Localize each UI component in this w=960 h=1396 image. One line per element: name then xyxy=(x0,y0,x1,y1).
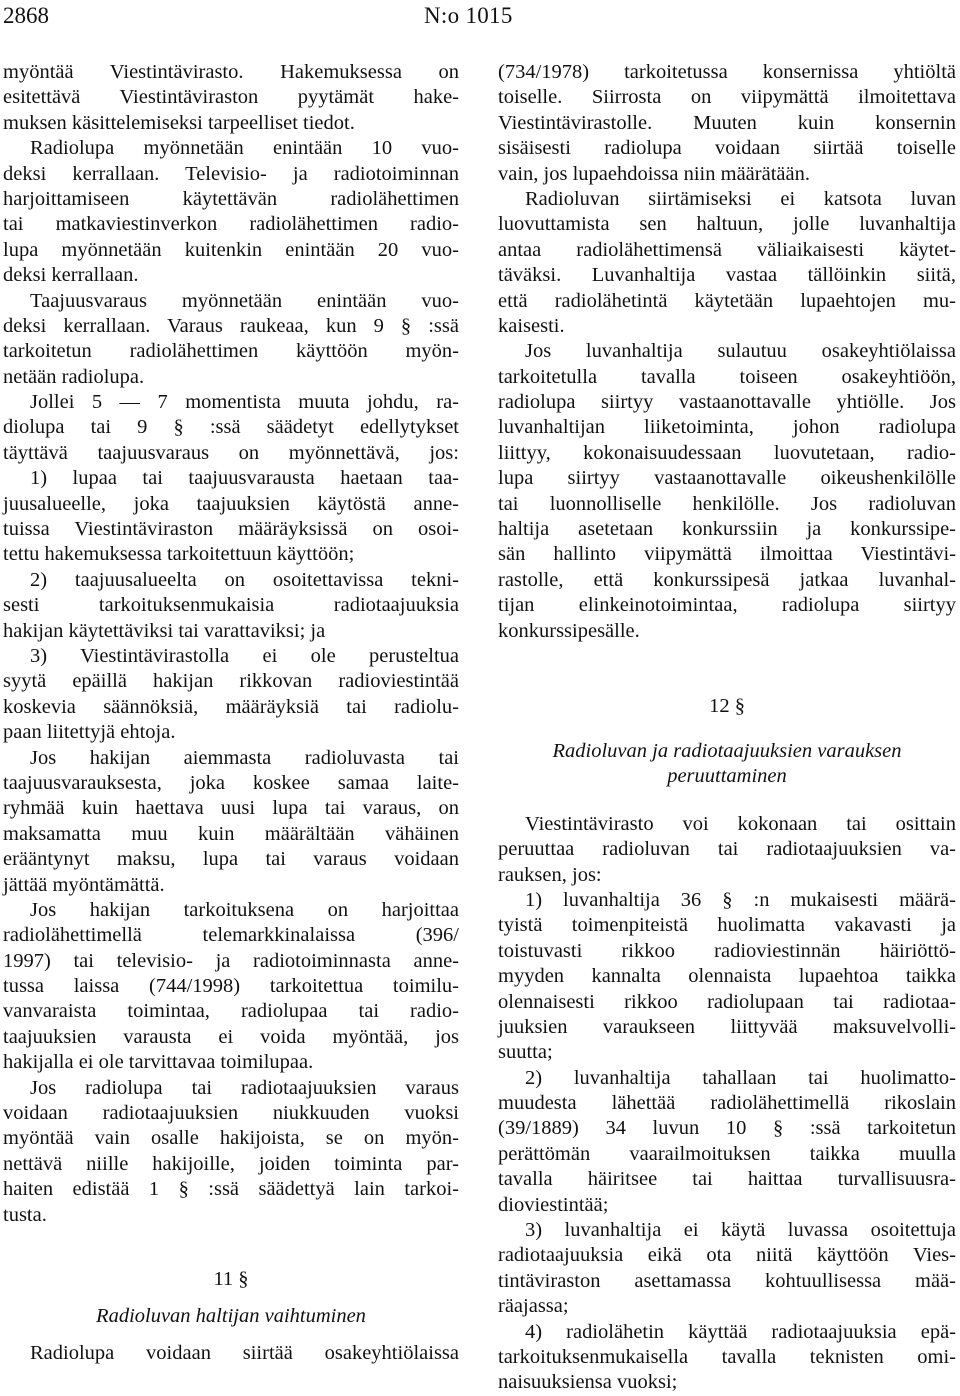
text-line: jättää myöntämättä. xyxy=(3,873,165,896)
left-column xyxy=(3,60,459,1367)
text-line: nettävä niille hakijoille, joiden toiminta par- xyxy=(3,1152,459,1175)
text-line: 1) lupaa tai taajuusvarausta haetaan taa- xyxy=(30,467,459,490)
text-line: Jos luvanhaltija sulautuu osakeyhtiölaissa xyxy=(525,340,956,363)
text-line: muudesta lähettää radiolähettimellä rikoslain xyxy=(498,1092,956,1115)
text-line: sän hallinto viipymättä ilmoittaa Viestintävi- xyxy=(498,543,956,566)
text-line: tarkoituksenmukaisella tavalla teknisten omi- xyxy=(498,1346,956,1368)
text-line: tarkoitetulla tavalla toiseen osakeyhtiöön, xyxy=(498,365,956,388)
text-line: täyttävä taajuusvaraus on myönnettävä, jos: xyxy=(3,441,459,464)
text-line: lupa siirtyy vastaanottavalle oikeushenkilölle xyxy=(498,467,956,490)
text-line: 3) luvanhaltija ei käytä luvassa osoitettuja xyxy=(525,1219,956,1242)
text-line: deksi kerrallaan. xyxy=(3,264,139,287)
text-line: suutta; xyxy=(498,1041,553,1064)
text-line: Radiolupa voidaan siirtää osakeyhtiölaissa xyxy=(30,1342,459,1365)
text-line: naisuuksiensa vuoksi; xyxy=(498,1371,678,1394)
text-line: myöntää Viestintävirasto. Hakemuksessa on xyxy=(3,61,459,83)
text-line: 2) luvanhaltija tahallaan tai huolimatto- xyxy=(525,1066,956,1089)
text-line: radiotaajuuksia eikä ota niitä käyttöön Vies- xyxy=(498,1244,956,1267)
text-line: vain, jos lupaehdoissa niin määrätään. xyxy=(498,162,810,185)
section-gap xyxy=(498,719,956,739)
text-line: Radiolupa myönnetään enintään 10 vuo- xyxy=(30,137,459,160)
text-line: muksen käsittelemiseksi tarpeelliset tiedot. xyxy=(3,111,355,134)
text-line: luovuttamista sen haltuun, jolle luvanhaltija xyxy=(498,213,956,236)
text-line: toiselle. Siirrosta on viipymättä ilmoitettava xyxy=(498,86,956,109)
text-line: 1) luvanhaltija 36 § :n mukaisesti määrä- xyxy=(525,888,956,911)
text-line: maksamatta muu kuin määrältään vähäinen xyxy=(3,822,459,845)
text-line: olennaisesti rikkoo radiolupaan tai radiotaa- xyxy=(498,990,956,1013)
text-line: liittyy, kokonaisuudessaan luovutetaan, radio- xyxy=(498,441,956,464)
text-line: tussa laissa (744/1998) tarkoitettua toimilu- xyxy=(3,975,459,998)
section-12-number: 12 § xyxy=(709,694,745,717)
section-gap xyxy=(3,1329,459,1341)
text-line: (39/1889) 34 luvun 10 § :ssä tarkoitetun xyxy=(498,1117,956,1140)
text-line: toistuvasti rikkoo radioviestinnän häiriöttö- xyxy=(498,939,956,962)
page-number: 2868 xyxy=(3,3,49,28)
text-line: perättömän vaarailmoituksen taikka muulla xyxy=(498,1142,956,1165)
section-gap xyxy=(498,790,956,812)
text-line: hakijan käytettäviksi tai varattaviksi; ja xyxy=(3,619,326,642)
text-line: tettu hakemuksessa tarkoitettuun käyttöön; xyxy=(3,543,355,566)
section-gap xyxy=(3,1228,459,1267)
text-line: tavalla häiritsee tai haittaa turvallisuusra- xyxy=(498,1168,956,1191)
text-line: tijan elinkeinotoimintaa, radiolupa siirtyy xyxy=(498,594,956,617)
text-line: esitettävä Viestintäviraston pyytämät hake- xyxy=(3,86,459,109)
page-header xyxy=(0,0,960,40)
text-line: luvanhaltijan liiketoiminta, johon radiolupa xyxy=(498,416,956,439)
text-line: rastolle, että konkurssipesä jatkaa luvanhal- xyxy=(498,568,956,591)
text-line: 3) Viestintävirastolla ei ole perusteltua xyxy=(30,644,459,667)
text-line: tai matkaviestinverkon radiolähettimen radio- xyxy=(3,213,459,236)
text-line: radiolupa siirtyy vastaanottavalle yhtiölle. Jos xyxy=(498,391,956,414)
section-gap xyxy=(3,1292,459,1304)
text-line: peruuttaa radioluvan tai radiotaajuuksien va- xyxy=(498,838,956,861)
text-line: 2) taajuusalueelta on osoitettavissa tekni- xyxy=(30,568,459,591)
text-line: deksi kerrallaan. Varaus raukeaa, kun 9 § :ssä xyxy=(3,314,459,337)
text-line: tintäviraston asettamassa kohtuullisessa mää- xyxy=(498,1269,956,1292)
text-line: juuksien varaukseen liittyvää maksuvelvolli- xyxy=(498,1015,956,1038)
section-11-title: Radioluvan haltijan vaihtuminen xyxy=(96,1304,366,1327)
text-line: voidaan radiotaajuuksien niukkuuden vuoksi xyxy=(3,1102,459,1125)
text-line: haiten edistää 1 § :ssä säädettyä lain tarkoi- xyxy=(3,1178,459,1201)
text-line: radiolähettimellä telemarkkinalaissa (396/ xyxy=(3,924,459,947)
text-line: tyistä toimenpiteistä huolimatta vakavasti ja xyxy=(498,914,956,937)
text-line: räajassa; xyxy=(498,1295,569,1318)
text-line: taajuuksien varausta ei voida myöntää, jos xyxy=(3,1025,459,1048)
section-11-number: 11 § xyxy=(213,1267,249,1290)
text-line: tusta. xyxy=(3,1203,47,1226)
text-line: antaa radiolähettimensä väliaikaisesti käytet- xyxy=(498,238,956,261)
text-line: taajuusvarauksesta, joka koskee samaa laite- xyxy=(3,771,459,794)
text-line: täväksi. Luvanhaltija vastaa tällöinkin siitä, xyxy=(498,264,956,287)
text-line: koskevia säännöksiä, määräyksiä tai radiolu- xyxy=(3,695,459,718)
text-line: syytä epäillä hakijan rikkovan radioviestintää xyxy=(3,670,459,693)
text-line: ryhmää kuin haettava uusi lupa tai varaus, on xyxy=(3,797,459,820)
issue-number: N:o 1015 xyxy=(424,3,513,28)
section-12-title-line-2: peruuttaminen xyxy=(667,765,787,788)
text-line: tuissa Viestintäviraston määräyksissä on osoi- xyxy=(3,518,459,541)
right-column-body xyxy=(498,60,956,644)
text-line: Jos hakijan tarkoituksena on harjoittaa xyxy=(30,898,459,921)
text-line: lupa myönnetään kuitenkin enintään 20 vuo- xyxy=(3,238,459,261)
text-line: tai luonnolliselle henkilölle. Jos radioluvan xyxy=(498,492,956,515)
right-column xyxy=(498,60,956,1396)
text-line: Radioluvan siirtämiseksi ei katsota luvan xyxy=(525,187,956,210)
text-line: Viestintävirasto voi kokonaan tai osittain xyxy=(525,812,956,835)
section-12-title-line-1: Radioluvan ja radiotaajuuksien varauksen xyxy=(552,739,902,762)
left-column-continuation xyxy=(3,1341,459,1366)
text-line: kaisesti. xyxy=(498,314,565,337)
text-line: netään radiolupa. xyxy=(3,365,145,388)
text-line: tarkoitetun radiolähettimen käyttöön myön- xyxy=(3,340,459,363)
text-line: myöntää vain osalle hakijoista, se on myön- xyxy=(3,1127,459,1150)
left-column-body xyxy=(3,60,459,1228)
text-line: konkurssipesälle. xyxy=(498,619,640,642)
text-line: että radiolähetintä käytetään lupaehtojen mu- xyxy=(498,289,956,312)
text-line: Jos hakijan aiemmasta radioluvasta tai xyxy=(30,746,459,769)
text-line: paan liitettyjä ehtoja. xyxy=(3,721,176,744)
text-line: vanvaraista toimintaa, radiolupaa tai radio- xyxy=(3,1000,459,1023)
text-line: haltija asetetaan konkurssiin ja konkurssipe- xyxy=(498,518,956,541)
text-line: sisäisesti radiolupa voidaan siirtää toiselle xyxy=(498,137,956,160)
text-line: harjoittamiseen käytettävän radiolähettimen xyxy=(3,187,459,210)
text-line: (734/1978) tarkoitetussa konsernissa yhtiöltä xyxy=(498,61,956,83)
section-gap xyxy=(498,644,956,694)
text-line: Taajuusvaraus myönnetään enintään vuo- xyxy=(30,289,459,312)
text-line: Viestintävirastolle. Muuten kuin konsernin xyxy=(498,111,956,134)
text-line: juusalueelle, joka taajuuksien käytöstä anne- xyxy=(3,492,459,515)
text-line: Jollei 5 — 7 momentista muuta johdu, ra- xyxy=(30,391,459,414)
text-line: deksi kerrallaan. Televisio- ja radiotoiminnan xyxy=(3,162,459,185)
text-line: 1997) tai televisio- ja radiotoiminnasta anne- xyxy=(3,949,459,972)
text-line: 4) radiolähetin käyttää radiotaajuuksia epä- xyxy=(525,1320,956,1343)
text-line: myyden kannalta olennaista lupaehtoa taikka xyxy=(498,965,956,988)
text-line: dioviestintää; xyxy=(498,1193,609,1216)
text-line: sesti tarkoituksenmukaisia radiotaajuuksia xyxy=(3,594,459,617)
text-line: hakijalla ei ole tarvittavaa toimilupaa. xyxy=(3,1051,314,1074)
text-line: rauksen, jos: xyxy=(498,863,602,886)
text-line: Jos radiolupa tai radiotaajuuksien varaus xyxy=(30,1076,459,1099)
right-column-continuation xyxy=(498,812,956,1396)
text-line: diolupa tai 9 § :ssä säädetyt edellytykset xyxy=(3,416,459,439)
text-line: erääntynyt maksu, lupa tai varaus voidaan xyxy=(3,848,459,871)
